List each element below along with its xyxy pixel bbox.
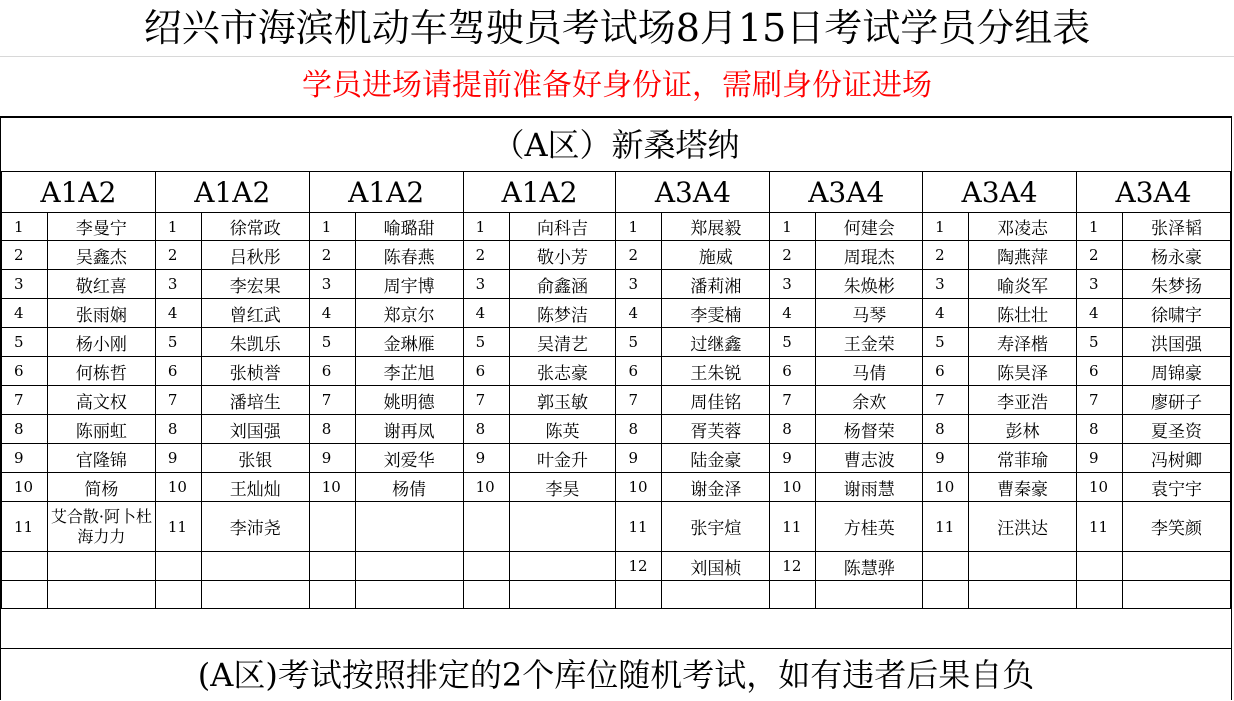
student-name: 方桂英 (816, 502, 923, 552)
seq-number: 2 (616, 241, 662, 270)
seq-number: 3 (309, 270, 355, 299)
seq-number: 6 (2, 357, 48, 386)
student-name: 叶金升 (509, 444, 616, 473)
student-name: 谢金泽 (662, 473, 770, 502)
seq-number: 4 (1077, 299, 1123, 328)
student-name: 朱梦扬 (1122, 270, 1230, 299)
seq-number: 1 (1077, 213, 1123, 241)
seq-number: 7 (1077, 386, 1123, 415)
seq-number: 2 (463, 241, 509, 270)
student-name: 王灿灿 (201, 473, 309, 502)
seq-number: 8 (923, 415, 969, 444)
table-row (2, 386, 1231, 415)
student-name: 彭林 (969, 415, 1077, 444)
student-name (1122, 581, 1230, 609)
seq-number: 8 (2, 415, 48, 444)
student-name: 艾合散·阿卜杜海力力 (47, 502, 155, 552)
seq-number: 3 (770, 270, 816, 299)
zone-title: （A区）新桑塔纳 (1, 118, 1231, 172)
student-name: 张银 (201, 444, 309, 473)
seq-number: 10 (923, 473, 969, 502)
seq-number: 7 (309, 386, 355, 415)
student-name: 洪国强 (1122, 328, 1230, 357)
table-row (2, 581, 1231, 609)
student-name: 汪洪达 (969, 502, 1077, 552)
group-table (1, 172, 1231, 609)
page-title: 绍兴市海滨机动车驾驶员考试场8月15日考试学员分组表 (143, 6, 1091, 50)
student-name: 张宇煊 (662, 502, 770, 552)
seq-number: 7 (923, 386, 969, 415)
student-name: 常菲瑜 (969, 444, 1077, 473)
seq-number: 9 (2, 444, 48, 473)
seq-number: 1 (923, 213, 969, 241)
table-row (2, 502, 1231, 552)
student-name: 王金荣 (816, 328, 923, 357)
seq-number: 10 (616, 473, 662, 502)
student-name: 曹志波 (816, 444, 923, 473)
seq-number: 10 (463, 473, 509, 502)
student-name: 俞鑫涵 (509, 270, 616, 299)
student-name: 陈春燕 (355, 241, 463, 270)
seq-number (463, 502, 509, 552)
student-name: 陶燕萍 (969, 241, 1077, 270)
student-name: 邓凌志 (969, 213, 1077, 241)
seq-number: 8 (155, 415, 201, 444)
student-name: 过继鑫 (662, 328, 770, 357)
seq-number: 6 (463, 357, 509, 386)
seq-number: 4 (463, 299, 509, 328)
group-header: A3A4 (770, 172, 923, 213)
seq-number: 7 (616, 386, 662, 415)
group-header: A3A4 (923, 172, 1077, 213)
student-name: 吴鑫杰 (47, 241, 155, 270)
group-header: A1A2 (463, 172, 616, 213)
seq-number (463, 552, 509, 581)
student-name (355, 581, 463, 609)
student-name: 喻炎军 (969, 270, 1077, 299)
seq-number: 4 (770, 299, 816, 328)
student-name (47, 581, 155, 609)
student-name: 李昊 (509, 473, 616, 502)
student-name: 敬小芳 (509, 241, 616, 270)
student-name: 喻璐甜 (355, 213, 463, 241)
student-name: 吕秋彤 (201, 241, 309, 270)
seq-number: 8 (616, 415, 662, 444)
student-name: 刘爱华 (355, 444, 463, 473)
seq-number: 3 (923, 270, 969, 299)
student-name: 施威 (662, 241, 770, 270)
student-name (201, 581, 309, 609)
seq-number: 8 (309, 415, 355, 444)
seq-number: 10 (2, 473, 48, 502)
student-name (662, 581, 770, 609)
student-name: 谢雨慧 (816, 473, 923, 502)
student-name: 敬红喜 (47, 270, 155, 299)
student-name: 金琳雁 (355, 328, 463, 357)
seq-number: 6 (1077, 357, 1123, 386)
student-name: 陈英 (509, 415, 616, 444)
seq-number: 10 (770, 473, 816, 502)
seq-number: 6 (309, 357, 355, 386)
student-name: 潘培生 (201, 386, 309, 415)
seq-number (309, 581, 355, 609)
seq-number: 9 (770, 444, 816, 473)
seq-number: 9 (1077, 444, 1123, 473)
student-name: 张泽韬 (1122, 213, 1230, 241)
student-name: 张志豪 (509, 357, 616, 386)
table-row (2, 213, 1231, 241)
student-name: 周琨杰 (816, 241, 923, 270)
seq-number: 4 (616, 299, 662, 328)
student-name: 夏圣资 (1122, 415, 1230, 444)
student-name: 冯树卿 (1122, 444, 1230, 473)
seq-number: 5 (770, 328, 816, 357)
student-name: 曹秦豪 (969, 473, 1077, 502)
seq-number (155, 552, 201, 581)
student-name: 陈昊泽 (969, 357, 1077, 386)
seq-number: 4 (2, 299, 48, 328)
student-name: 李芷旭 (355, 357, 463, 386)
seq-number (1077, 552, 1123, 581)
student-name: 官隆锦 (47, 444, 155, 473)
seq-number: 1 (2, 213, 48, 241)
seq-number: 1 (616, 213, 662, 241)
student-name: 杨小刚 (47, 328, 155, 357)
student-name: 李亚浩 (969, 386, 1077, 415)
seq-number: 8 (1077, 415, 1123, 444)
seq-number: 8 (770, 415, 816, 444)
student-name: 马琴 (816, 299, 923, 328)
seq-number: 1 (463, 213, 509, 241)
seq-number: 11 (770, 502, 816, 552)
table-row (2, 328, 1231, 357)
student-name (969, 581, 1077, 609)
student-name: 李雯楠 (662, 299, 770, 328)
student-name (509, 552, 616, 581)
table-row (2, 552, 1231, 581)
seq-number: 9 (309, 444, 355, 473)
table-row (2, 415, 1231, 444)
seq-number: 3 (155, 270, 201, 299)
seq-number: 5 (2, 328, 48, 357)
student-name: 廖研子 (1122, 386, 1230, 415)
table-row (2, 444, 1231, 473)
student-name: 陈梦洁 (509, 299, 616, 328)
seq-number: 11 (923, 502, 969, 552)
seq-number: 5 (1077, 328, 1123, 357)
student-name: 李沛尧 (201, 502, 309, 552)
seq-number (770, 581, 816, 609)
seq-number (1077, 581, 1123, 609)
group-header: A1A2 (309, 172, 463, 213)
seq-number: 7 (463, 386, 509, 415)
student-name: 马倩 (816, 357, 923, 386)
student-name: 徐常政 (201, 213, 309, 241)
seq-number (155, 581, 201, 609)
seq-number: 1 (770, 213, 816, 241)
student-name: 潘莉湘 (662, 270, 770, 299)
seq-number (923, 552, 969, 581)
table-row (2, 270, 1231, 299)
student-name: 郑展毅 (662, 213, 770, 241)
group-header: A1A2 (155, 172, 309, 213)
student-name: 陈丽虹 (47, 415, 155, 444)
student-name: 张雨娴 (47, 299, 155, 328)
seq-number: 5 (616, 328, 662, 357)
seq-number (309, 502, 355, 552)
seq-number: 2 (2, 241, 48, 270)
seq-number: 9 (463, 444, 509, 473)
seq-number: 10 (1077, 473, 1123, 502)
student-name: 周锦豪 (1122, 357, 1230, 386)
student-name: 向科吉 (509, 213, 616, 241)
seq-number: 2 (923, 241, 969, 270)
seq-number: 10 (155, 473, 201, 502)
table-row (2, 473, 1231, 502)
seq-number: 5 (309, 328, 355, 357)
student-name: 谢再凤 (355, 415, 463, 444)
seq-number: 6 (616, 357, 662, 386)
seq-number: 2 (309, 241, 355, 270)
student-name: 刘国强 (201, 415, 309, 444)
student-name: 姚明德 (355, 386, 463, 415)
seq-number: 5 (155, 328, 201, 357)
table-row (2, 241, 1231, 270)
seq-number (463, 581, 509, 609)
student-name: 陈壮壮 (969, 299, 1077, 328)
seq-number: 3 (616, 270, 662, 299)
seq-number: 7 (2, 386, 48, 415)
seq-number: 9 (616, 444, 662, 473)
student-name: 张桢誉 (201, 357, 309, 386)
seq-number: 4 (155, 299, 201, 328)
seq-number: 1 (309, 213, 355, 241)
student-name: 何栋哲 (47, 357, 155, 386)
student-name (816, 581, 923, 609)
group-header: A3A4 (1077, 172, 1231, 213)
student-name: 周佳铭 (662, 386, 770, 415)
student-name: 李宏果 (201, 270, 309, 299)
seq-number: 6 (770, 357, 816, 386)
student-name: 朱焕彬 (816, 270, 923, 299)
student-name (47, 552, 155, 581)
student-name: 徐啸宇 (1122, 299, 1230, 328)
seq-number: 9 (923, 444, 969, 473)
student-name: 简杨 (47, 473, 155, 502)
group-sheet (0, 116, 1232, 700)
student-name: 朱凯乐 (201, 328, 309, 357)
seq-number: 1 (155, 213, 201, 241)
seq-number (2, 581, 48, 609)
student-name: 陆金豪 (662, 444, 770, 473)
student-name (1122, 552, 1230, 581)
seq-number: 11 (155, 502, 201, 552)
student-name: 袁宁宇 (1122, 473, 1230, 502)
seq-number: 3 (2, 270, 48, 299)
seq-number: 11 (1077, 502, 1123, 552)
student-name: 周宇博 (355, 270, 463, 299)
student-name: 曾红武 (201, 299, 309, 328)
student-name (201, 552, 309, 581)
seq-number: 7 (155, 386, 201, 415)
seq-number: 4 (923, 299, 969, 328)
student-name: 杨督荣 (816, 415, 923, 444)
student-name: 李曼宁 (47, 213, 155, 241)
seq-number: 5 (923, 328, 969, 357)
student-name: 杨永豪 (1122, 241, 1230, 270)
student-name (355, 502, 463, 552)
seq-number: 2 (155, 241, 201, 270)
seq-number: 2 (770, 241, 816, 270)
table-row (2, 357, 1231, 386)
seq-number: 9 (155, 444, 201, 473)
seq-number: 10 (309, 473, 355, 502)
seq-number: 5 (463, 328, 509, 357)
seq-number (2, 552, 48, 581)
group-header: A3A4 (616, 172, 770, 213)
student-name: 王朱锐 (662, 357, 770, 386)
seq-number: 12 (616, 552, 662, 581)
student-name: 郭玉敏 (509, 386, 616, 415)
student-name: 李笑颜 (1122, 502, 1230, 552)
seq-number: 6 (923, 357, 969, 386)
seq-number: 6 (155, 357, 201, 386)
seq-number (309, 552, 355, 581)
group-header: A1A2 (2, 172, 156, 213)
student-name: 郑京尔 (355, 299, 463, 328)
student-name: 何建会 (816, 213, 923, 241)
entry-notice: 学员进场请提前准备好身份证，需刷身份证进场 (302, 68, 932, 103)
table-row (2, 299, 1231, 328)
student-name: 陈慧骅 (816, 552, 923, 581)
seq-number: 12 (770, 552, 816, 581)
seq-number: 11 (616, 502, 662, 552)
seq-number: 4 (309, 299, 355, 328)
student-name: 杨倩 (355, 473, 463, 502)
student-name: 余欢 (816, 386, 923, 415)
seq-number (616, 581, 662, 609)
student-name (355, 552, 463, 581)
seq-number: 3 (463, 270, 509, 299)
student-name (509, 581, 616, 609)
student-name: 吴清艺 (509, 328, 616, 357)
student-name: 寿泽楷 (969, 328, 1077, 357)
student-name: 胥芙蓉 (662, 415, 770, 444)
seq-number: 2 (1077, 241, 1123, 270)
student-name: 高文权 (47, 386, 155, 415)
seq-number (923, 581, 969, 609)
student-name (509, 502, 616, 552)
seq-number: 3 (1077, 270, 1123, 299)
student-name (969, 552, 1077, 581)
seq-number: 7 (770, 386, 816, 415)
footer-rule: (A区)考试按照排定的2个库位随机考试，如有违者后果自负 (1, 648, 1231, 700)
student-name: 刘国桢 (662, 552, 770, 581)
seq-number: 8 (463, 415, 509, 444)
seq-number: 11 (2, 502, 48, 552)
